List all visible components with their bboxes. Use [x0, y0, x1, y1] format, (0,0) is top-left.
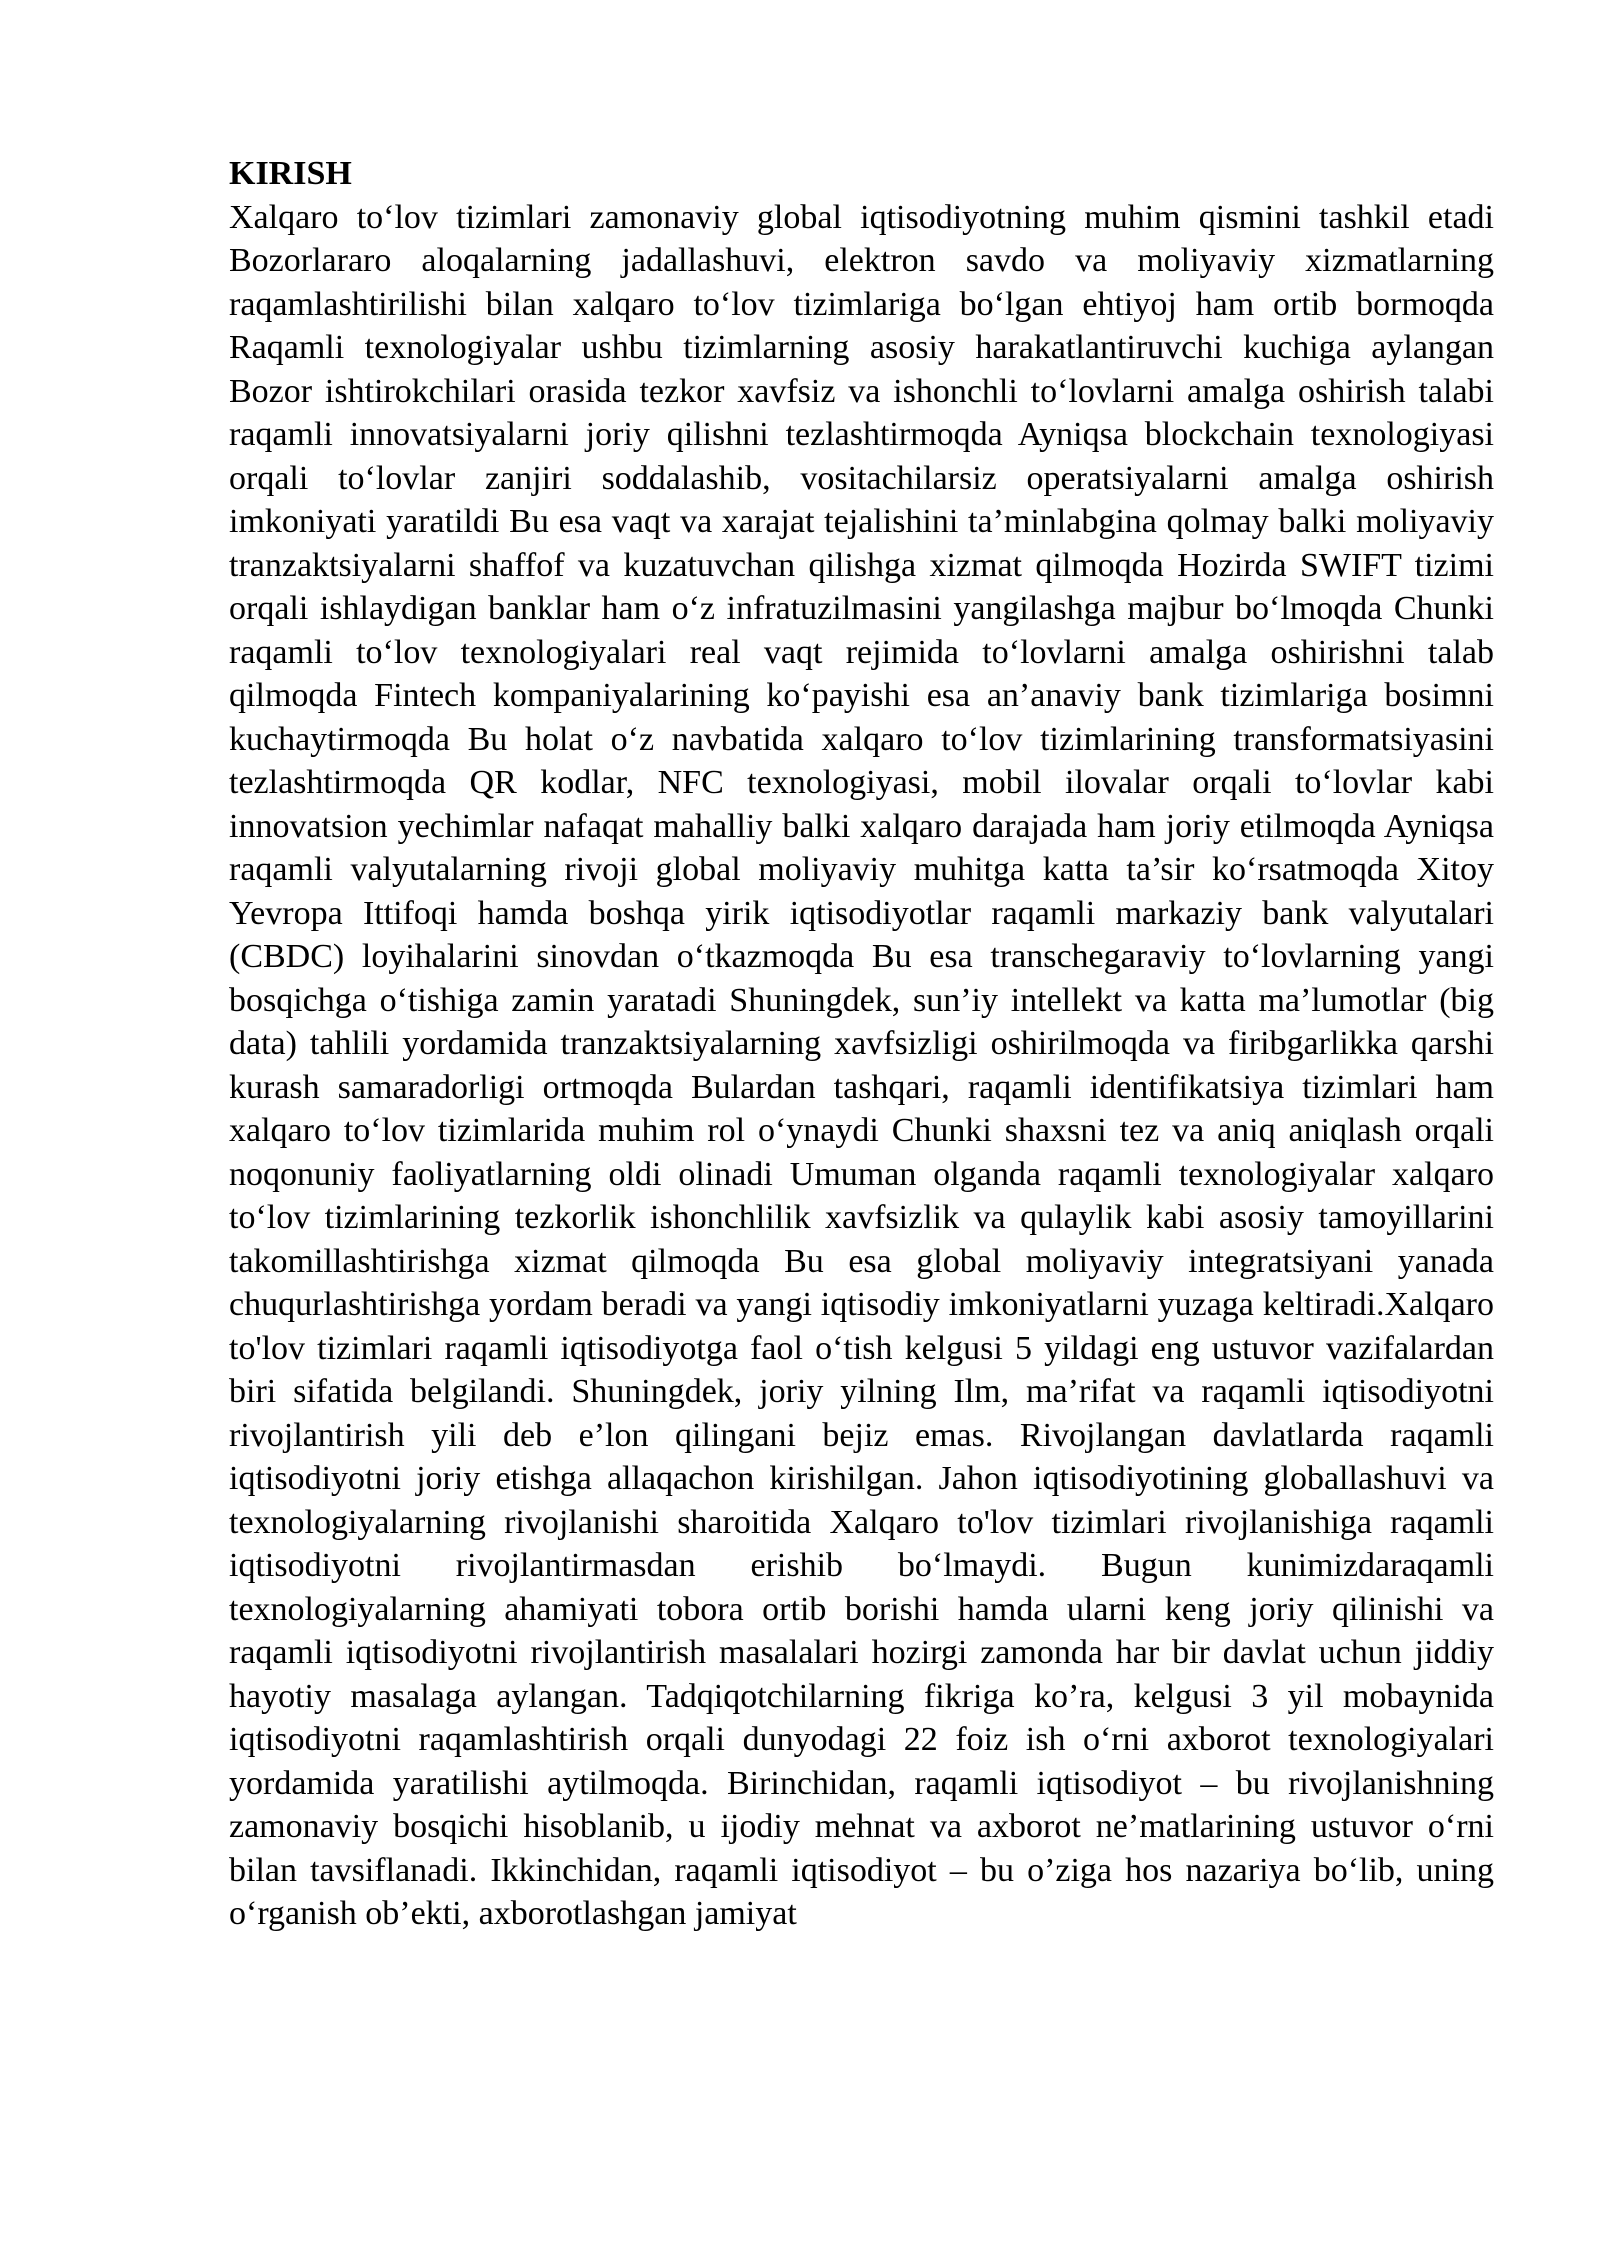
document-content	[229, 152, 1494, 1936]
section-heading: KIRISH	[229, 155, 352, 192]
body-paragraph: Xalqaro to‘lov tizimlari zamonaviy global iqtisodiyotning muhim qismini tashkil etadi Bozorlararo aloqalarning jadallashuvi, elektron savdo va moliyaviy xizmatlarning raqamlashtirilishi bilan xalqaro to‘lov tizimlariga bo‘lgan ehtiyoj ham ortib bormoqda Raqamli texnologiyalar ushbu tizimlarning asosiy harakatlantiruvchi kuchiga aylangan Bozor ishtirokchilari orasida tezkor xavfsiz va ishonchli to‘lovlarni amalga oshirish talabi raqamli innovatsiyalarni joriy qilishni tezlashtirmoqda Ayniqsa blockchain texnologiyasi orqali to‘lovlar zanjiri soddalashib, vositachilarsiz operatsiyalarni amalga oshirish imkoniyati yaratildi Bu esa vaqt va xarajat tejalishini ta’minlabgina qolmay balki moliyaviy tranzaktsiyalarni shaffof va kuzatuvchan qilishga xizmat qilmoqda Hozirda SWIFT tizimi orqali ishlaydigan banklar ham o‘z infratuzilmasini yangilashga majbur bo‘lmoqda Chunki raqamli to‘lov texnologiyalari real vaqt rejimida to‘lovlarni amalga oshirishni talab qilmoqda Fintech kompaniyalarining ko‘payishi esa an’anaviy bank tizimlariga bosimni kuchaytirmoqda Bu holat o‘z navbatida xalqaro to‘lov tizimlarining transformatsiyasini tezlashtirmoqda QR kodlar, NFC texnologiyasi, mobil ilovalar orqali to‘lovlar kabi innovatsion yechimlar nafaqat mahalliy balki xalqaro darajada ham joriy etilmoqda Ayniqsa raqamli valyutalarning rivoji global moliyaviy muhitga katta ta’sir ko‘rsatmoqda Xitoy Yevropa Ittifoqi hamda boshqa yirik iqtisodiyotlar raqamli markaziy bank valyutalari (CBDC) loyihalarini sinovdan o‘tkazmoqda Bu esa transchegaraviy to‘lovlarning yangi bosqichga o‘tishiga zamin yaratadi Shuningdek, sun’iy intellekt va katta ma’lumotlar (big data) tahlili yordamida tranzaktsiyalarning xavfsizligi oshirilmoqda va firibgarlikka qarshi kurash samaradorligi ortmoqda Bulardan tashqari, raqamli identifikatsiya tizimlari ham xalqaro to‘lov tizimlarida muhim rol o‘ynaydi Chunki shaxsni tez va aniq aniqlash orqali noqonuniy faoliyatlarning oldi olinadi Umuman olganda raqamli texnologiyalar xalqaro to‘lov tizimlarining tezkorlik ishonchlilik xavfsizlik va qulaylik kabi asosiy tamoyillarini takomillashtirishga xizmat qilmoqda Bu esa global moliyaviy integratsiyani yanada chuqurlashtirishga yordam beradi va yangi iqtisodiy imkoniyatlarni yuzaga keltiradi.Xalqaro to'lov tizimlari raqamli iqtisodiyotga faol o‘tish kelgusi 5 yildagi eng ustuvor vazifalardan biri sifatida belgilandi. Shuningdek, joriy yilning Ilm, ma’rifat va raqamli iqtisodiyotni rivojlantirish yili deb e’lon qilingani bejiz emas. Rivojlangan davlatlarda raqamli iqtisodiyotni joriy etishga allaqachon kirishilgan. Jahon iqtisodiyotining globallashuvi va texnologiyalarning rivojlanishi sharoitida Xalqaro to'lov tizimlari rivojlanishiga raqamli iqtisodiyotni rivojlantirmasdan erishib bo‘lmaydi. Bugun kunimizdaraqamli texnologiyalarning ahamiyati tobora ortib borishi hamda ularni keng joriy qilinishi va raqamli iqtisodiyotni rivojlantirish masalalari hozirgi zamonda har bir davlat uchun jiddiy hayotiy masalaga aylangan. Tadqiqotchilarning fikriga ko’ra, kelgusi 3 yil mobaynida iqtisodiyotni raqamlashtirish orqali dunyodagi 22 foiz ish o‘rni axborot texnologiyalari yordamida yaratilishi aytilmoqda. Birinchidan, raqamli iqtisodiyot – bu rivojlanishning zamonaviy bosqichi hisoblanib, u ijodiy mehnat va axborot ne’matlarining ustuvor o‘rni bilan tavsiflanadi. Ikkinchidan, raqamli iqtisodiyot – bu o’ziga hos nazariya bo‘lib, uning o‘rganish ob’ekti, axborotlashgan jamiyat	[229, 198, 1494, 1932]
